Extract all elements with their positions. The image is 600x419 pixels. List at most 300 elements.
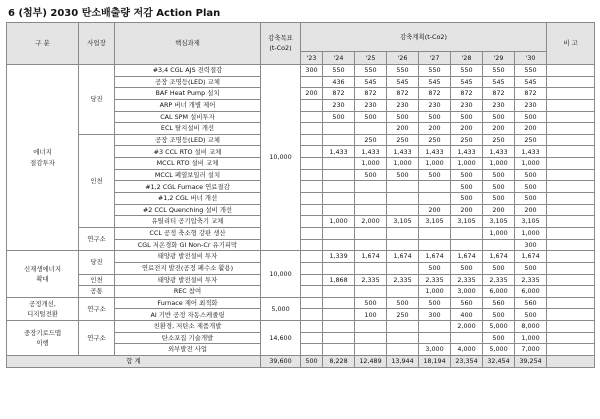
value-cell: 1,433 (483, 146, 515, 158)
value-cell (323, 134, 355, 146)
table-row (7, 274, 595, 286)
value-cell: 500 (355, 169, 387, 181)
total-value-cell: 18,194 (419, 356, 451, 368)
value-cell (301, 146, 323, 158)
value-cell: 100 (355, 309, 387, 321)
value-cell: 550 (451, 65, 483, 77)
value-cell (301, 297, 323, 309)
value-cell: 500 (515, 181, 547, 193)
value-cell: 2,000 (355, 216, 387, 228)
remarks-cell (547, 297, 595, 309)
value-cell (323, 193, 355, 205)
value-cell: 500 (419, 169, 451, 181)
value-cell: 500 (515, 169, 547, 181)
value-cell: 1,339 (323, 251, 355, 263)
value-cell: 500 (355, 297, 387, 309)
task-cell: 공장 조명등(LED) 교체 (115, 76, 261, 88)
value-cell: 872 (323, 88, 355, 100)
table-row (7, 321, 595, 333)
total-value-cell: 23,354 (451, 356, 483, 368)
header-year: '26 (387, 52, 419, 65)
value-cell: 500 (355, 111, 387, 123)
task-cell: MCCL RTO 설비 교체 (115, 158, 261, 170)
value-cell (387, 262, 419, 274)
value-cell: 230 (387, 99, 419, 111)
value-cell: 550 (387, 65, 419, 77)
remarks-cell (547, 169, 595, 181)
value-cell: 500 (483, 111, 515, 123)
value-cell: 1,000 (323, 216, 355, 228)
category-cell: 공정개선, 디지털전환 (7, 297, 79, 320)
value-cell: 3,105 (419, 216, 451, 228)
remarks-cell (547, 158, 595, 170)
value-cell (323, 239, 355, 251)
value-cell: 200 (515, 123, 547, 135)
value-cell: 550 (483, 65, 515, 77)
value-cell (451, 227, 483, 239)
value-cell (301, 309, 323, 321)
value-cell: 1,000 (515, 227, 547, 239)
value-cell: 230 (451, 99, 483, 111)
value-cell (387, 227, 419, 239)
site-cell: 당진 (79, 65, 115, 135)
value-cell (301, 111, 323, 123)
header-row-1 (7, 23, 595, 52)
header-year: '23 (301, 52, 323, 65)
header-year: '28 (451, 52, 483, 65)
total-value-cell: 12,489 (355, 356, 387, 368)
table-row (7, 134, 595, 146)
value-cell: 1,000 (515, 332, 547, 344)
value-cell: 200 (419, 123, 451, 135)
value-cell: 1,433 (355, 146, 387, 158)
value-cell: 500 (483, 309, 515, 321)
value-cell: 250 (451, 134, 483, 146)
value-cell (323, 262, 355, 274)
header-remarks: 비 고 (547, 23, 595, 65)
task-cell: 연료전지 발전(공정 폐수소 활용) (115, 262, 261, 274)
value-cell: 230 (483, 99, 515, 111)
document-title: 6 (첨부) 2030 탄소배출량 저감 Action Plan (8, 8, 221, 19)
value-cell: 250 (355, 134, 387, 146)
value-cell (323, 332, 355, 344)
value-cell: 250 (515, 134, 547, 146)
value-cell: 872 (451, 88, 483, 100)
value-cell (301, 134, 323, 146)
remarks-cell (547, 123, 595, 135)
task-cell: 공장 조명등(LED) 교체 (115, 134, 261, 146)
task-cell: ARP 버너 개별 제어 (115, 99, 261, 111)
value-cell: 545 (515, 76, 547, 88)
value-cell (301, 181, 323, 193)
value-cell (301, 123, 323, 135)
value-cell (323, 123, 355, 135)
value-cell: 230 (419, 99, 451, 111)
site-cell: 연구소 (79, 321, 115, 356)
value-cell (355, 332, 387, 344)
remarks-cell (547, 76, 595, 88)
value-cell (323, 321, 355, 333)
value-cell: 1,868 (323, 274, 355, 286)
value-cell: 200 (483, 204, 515, 216)
value-cell: 500 (515, 309, 547, 321)
table-row (7, 297, 595, 309)
value-cell (355, 262, 387, 274)
value-cell: 1,433 (451, 146, 483, 158)
value-cell: 1,000 (483, 227, 515, 239)
value-cell (301, 251, 323, 263)
value-cell: 7,000 (515, 344, 547, 356)
value-cell: 550 (355, 65, 387, 77)
value-cell (355, 321, 387, 333)
task-cell: ECL 탈지설비 개선 (115, 123, 261, 135)
value-cell: 500 (483, 262, 515, 274)
value-cell: 300 (419, 309, 451, 321)
remarks-cell (547, 111, 595, 123)
value-cell: 2,335 (483, 274, 515, 286)
table-row (7, 286, 595, 298)
value-cell: 4,000 (451, 344, 483, 356)
table-row (7, 251, 595, 263)
value-cell: 1,000 (387, 158, 419, 170)
site-cell: 연구소 (79, 297, 115, 320)
total-row (7, 356, 595, 368)
value-cell: 872 (387, 88, 419, 100)
site-cell: 연구소 (79, 227, 115, 250)
value-cell: 545 (355, 76, 387, 88)
task-cell: AI 기반 공정 자동스케줄링 (115, 309, 261, 321)
remarks-cell (547, 309, 595, 321)
value-cell (323, 181, 355, 193)
task-cell: REC 참여 (115, 286, 261, 298)
task-cell: Furnace 제어 최적화 (115, 297, 261, 309)
total-target: 39,600 (261, 356, 301, 368)
value-cell (301, 262, 323, 274)
value-cell: 500 (483, 332, 515, 344)
value-cell (323, 297, 355, 309)
total-value-cell: 13,944 (387, 356, 419, 368)
value-cell (301, 99, 323, 111)
value-cell (301, 227, 323, 239)
value-cell: 2,335 (451, 274, 483, 286)
value-cell: 1,433 (515, 146, 547, 158)
value-cell: 500 (483, 181, 515, 193)
value-cell: 436 (323, 76, 355, 88)
value-cell: 200 (387, 123, 419, 135)
remarks-cell (547, 181, 595, 193)
remarks-cell (547, 216, 595, 228)
value-cell: 872 (483, 88, 515, 100)
value-cell: 250 (387, 134, 419, 146)
total-label: 합 계 (7, 356, 261, 368)
value-cell (419, 332, 451, 344)
value-cell (483, 239, 515, 251)
value-cell: 6,000 (483, 286, 515, 298)
value-cell: 500 (451, 193, 483, 205)
value-cell: 300 (301, 65, 323, 77)
task-cell: 친환경, 저탄소 제품개발 (115, 321, 261, 333)
value-cell: 250 (419, 134, 451, 146)
table-body (7, 23, 595, 368)
value-cell: 500 (419, 297, 451, 309)
remarks-cell (547, 274, 595, 286)
value-cell (355, 123, 387, 135)
value-cell: 500 (515, 262, 547, 274)
value-cell: 500 (483, 169, 515, 181)
value-cell: 250 (483, 134, 515, 146)
value-cell (301, 321, 323, 333)
header-task: 핵심과제 (115, 23, 261, 65)
header-year: '29 (483, 52, 515, 65)
value-cell (301, 239, 323, 251)
value-cell (301, 204, 323, 216)
value-cell: 560 (515, 297, 547, 309)
value-cell: 2,335 (515, 274, 547, 286)
value-cell: 500 (515, 111, 547, 123)
value-cell: 5,000 (483, 321, 515, 333)
value-cell (355, 286, 387, 298)
total-value-cell: 32,454 (483, 356, 515, 368)
value-cell: 545 (387, 76, 419, 88)
remarks-cell (547, 321, 595, 333)
value-cell: 3,105 (515, 216, 547, 228)
value-cell: 1,674 (387, 251, 419, 263)
value-cell: 872 (515, 88, 547, 100)
value-cell: 200 (301, 88, 323, 100)
value-cell: 1,433 (387, 146, 419, 158)
value-cell: 500 (451, 181, 483, 193)
value-cell (301, 344, 323, 356)
value-cell (419, 239, 451, 251)
value-cell (451, 239, 483, 251)
value-cell: 500 (387, 297, 419, 309)
remarks-cell (547, 344, 595, 356)
value-cell: 545 (451, 76, 483, 88)
value-cell: 230 (323, 99, 355, 111)
value-cell (387, 239, 419, 251)
value-cell: 3,105 (387, 216, 419, 228)
task-cell: 외부발전 사업 (115, 344, 261, 356)
header-target: 감축목표 (t-Co2) (261, 23, 301, 65)
task-cell: #3,4 CGL AJS 전력절감 (115, 65, 261, 77)
task-cell: MCCL 폐열보일러 설치 (115, 169, 261, 181)
value-cell: 500 (483, 193, 515, 205)
value-cell: 550 (323, 65, 355, 77)
value-cell: 500 (451, 169, 483, 181)
value-cell (323, 286, 355, 298)
value-cell: 560 (483, 297, 515, 309)
task-cell: 탄소포집 기술개발 (115, 332, 261, 344)
table-row (7, 65, 595, 77)
value-cell (387, 193, 419, 205)
value-cell: 1,000 (355, 158, 387, 170)
value-cell (387, 204, 419, 216)
value-cell (301, 76, 323, 88)
remarks-cell (547, 88, 595, 100)
value-cell: 545 (483, 76, 515, 88)
value-cell: 200 (451, 204, 483, 216)
remarks-cell (547, 65, 595, 77)
value-cell: 6,000 (515, 286, 547, 298)
value-cell: 8,000 (515, 321, 547, 333)
value-cell: 560 (451, 297, 483, 309)
total-value-cell: 500 (301, 356, 323, 368)
site-cell: 인천 (79, 134, 115, 227)
target-cell: 10,000 (261, 251, 301, 298)
value-cell: 550 (419, 65, 451, 77)
value-cell: 2,335 (355, 274, 387, 286)
value-cell (419, 321, 451, 333)
task-cell: BAF Heat Pump 설치 (115, 88, 261, 100)
remarks-cell (547, 356, 595, 368)
value-cell: 300 (515, 239, 547, 251)
value-cell (419, 227, 451, 239)
category-cell: 에너지 절감투자 (7, 65, 79, 251)
value-cell: 200 (515, 204, 547, 216)
remarks-cell (547, 239, 595, 251)
value-cell (355, 181, 387, 193)
remarks-cell (547, 146, 595, 158)
value-cell (387, 344, 419, 356)
header-year: '30 (515, 52, 547, 65)
value-cell (387, 321, 419, 333)
value-cell: 1,674 (451, 251, 483, 263)
header-year: '27 (419, 52, 451, 65)
value-cell: 1,674 (515, 251, 547, 263)
value-cell: 3,000 (419, 344, 451, 356)
value-cell (323, 227, 355, 239)
value-cell (301, 169, 323, 181)
value-cell: 2,000 (451, 321, 483, 333)
task-cell: CAL SPM 설비투자 (115, 111, 261, 123)
value-cell (419, 193, 451, 205)
value-cell: 1,000 (483, 158, 515, 170)
value-cell: 3,105 (483, 216, 515, 228)
task-cell: #2 CCL Quenching 설비 개선 (115, 204, 261, 216)
task-cell: 태양광 발전설비 투자 (115, 274, 261, 286)
value-cell: 1,433 (419, 146, 451, 158)
value-cell: 250 (387, 309, 419, 321)
value-cell: 500 (323, 111, 355, 123)
remarks-cell (547, 204, 595, 216)
category-cell: 중장기로드맵 이행 (7, 321, 79, 356)
remarks-cell (547, 262, 595, 274)
task-cell: CCL 공정 축소형 강판 생산 (115, 227, 261, 239)
remarks-cell (547, 332, 595, 344)
value-cell (323, 169, 355, 181)
header-site: 사업장 (79, 23, 115, 65)
value-cell: 2,335 (387, 274, 419, 286)
value-cell (301, 216, 323, 228)
site-cell: 인천 (79, 274, 115, 286)
value-cell: 872 (419, 88, 451, 100)
remarks-cell (547, 193, 595, 205)
table-row (7, 227, 595, 239)
value-cell (301, 193, 323, 205)
value-cell (323, 158, 355, 170)
task-cell: #3 CCL RTO 설비 교체 (115, 146, 261, 158)
value-cell: 3,000 (451, 286, 483, 298)
value-cell: 1,000 (451, 158, 483, 170)
value-cell (355, 239, 387, 251)
task-cell: 태양광 발전설비 투자 (115, 251, 261, 263)
remarks-cell (547, 251, 595, 263)
category-cell: 신재생에너지 확대 (7, 251, 79, 298)
value-cell (355, 193, 387, 205)
value-cell: 500 (451, 262, 483, 274)
task-cell: CGL 저온경화 GI Non-Cr 유기피막 (115, 239, 261, 251)
header-category: 구 분 (7, 23, 79, 65)
value-cell (323, 204, 355, 216)
value-cell (387, 286, 419, 298)
task-cell: #1,2 CGL Furnace 연료절감 (115, 181, 261, 193)
value-cell (323, 309, 355, 321)
value-cell: 3,105 (451, 216, 483, 228)
value-cell: 500 (419, 111, 451, 123)
value-cell: 872 (355, 88, 387, 100)
value-cell: 1,674 (355, 251, 387, 263)
value-cell: 500 (387, 111, 419, 123)
target-cell: 14,600 (261, 321, 301, 356)
value-cell: 400 (451, 309, 483, 321)
site-cell: 공통 (79, 286, 115, 298)
header-plan-group: 감축계획(t-Co2) (301, 23, 547, 52)
value-cell: 1,433 (323, 146, 355, 158)
target-cell: 10,000 (261, 65, 301, 251)
value-cell (355, 227, 387, 239)
value-cell (301, 274, 323, 286)
value-cell (451, 332, 483, 344)
value-cell (355, 344, 387, 356)
value-cell: 1,000 (515, 158, 547, 170)
value-cell: 5,000 (483, 344, 515, 356)
value-cell: 200 (419, 204, 451, 216)
value-cell (355, 204, 387, 216)
total-value-cell: 39,254 (515, 356, 547, 368)
value-cell: 1,674 (483, 251, 515, 263)
value-cell: 2,335 (419, 274, 451, 286)
value-cell: 200 (451, 123, 483, 135)
remarks-cell (547, 99, 595, 111)
remarks-cell (547, 227, 595, 239)
task-cell: #1,2 CGL 버너 개선 (115, 193, 261, 205)
value-cell (387, 332, 419, 344)
task-cell: 유틸리티 공기압축기 교체 (115, 216, 261, 228)
value-cell: 500 (515, 193, 547, 205)
total-value-cell: 8,228 (323, 356, 355, 368)
value-cell: 500 (387, 169, 419, 181)
target-cell: 5,000 (261, 297, 301, 320)
remarks-cell (547, 286, 595, 298)
value-cell: 200 (483, 123, 515, 135)
action-plan-table (6, 22, 595, 368)
value-cell (387, 181, 419, 193)
header-year: '25 (355, 52, 387, 65)
value-cell (419, 181, 451, 193)
value-cell: 230 (355, 99, 387, 111)
value-cell: 545 (419, 76, 451, 88)
value-cell: 1,674 (419, 251, 451, 263)
value-cell: 230 (515, 99, 547, 111)
value-cell: 500 (419, 262, 451, 274)
value-cell: 500 (451, 111, 483, 123)
header-year: '24 (323, 52, 355, 65)
site-cell: 당진 (79, 251, 115, 274)
value-cell: 1,000 (419, 158, 451, 170)
value-cell (301, 158, 323, 170)
value-cell: 1,000 (419, 286, 451, 298)
value-cell (323, 344, 355, 356)
